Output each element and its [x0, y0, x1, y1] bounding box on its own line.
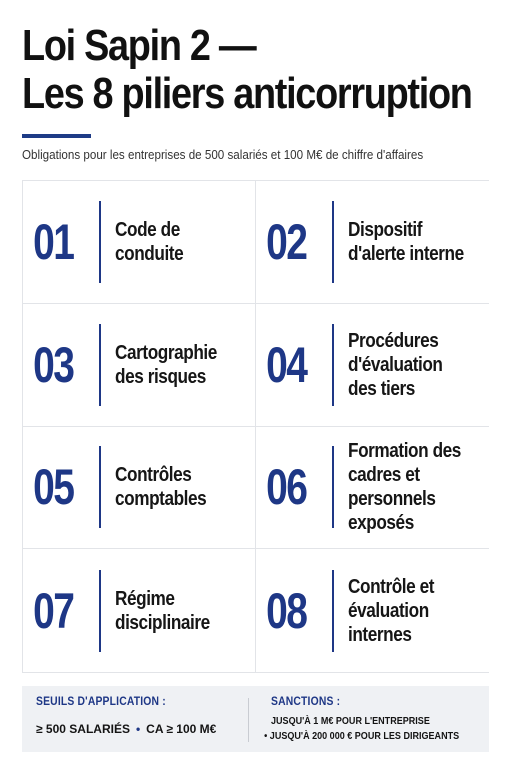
thresholds-values	[36, 722, 216, 736]
pillar-card-04	[256, 304, 489, 427]
pillar-card-06	[256, 427, 489, 550]
title-underline	[22, 134, 91, 138]
pillar-card-03	[23, 304, 256, 427]
pillar-label: Code de conduite	[115, 218, 184, 265]
sanctions-section	[264, 696, 490, 744]
pillar-number: 05	[33, 459, 74, 516]
pillar-number: 01	[33, 213, 74, 270]
pillar-label: Cartographie des risques	[115, 341, 217, 388]
page-title	[22, 22, 497, 118]
pillar-label: Contrôles comptables	[115, 464, 207, 511]
thresholds-section	[36, 696, 216, 736]
sanctions-heading: SANCTIONS :	[271, 696, 341, 708]
sanction-executives-line	[264, 729, 460, 744]
footer-divider	[248, 698, 249, 742]
pillar-card-08	[256, 549, 489, 672]
pillar-card-07	[23, 549, 256, 672]
pillar-divider	[332, 324, 334, 406]
pillar-divider	[99, 201, 101, 283]
sanction-company: JUSQU'À 1 M€ POUR L'ENTREPRISE	[271, 715, 430, 727]
pillar-label: Régime disciplinaire	[115, 587, 210, 634]
pillars-grid	[22, 180, 489, 673]
pillar-number: 08	[266, 582, 307, 639]
pillar-label: Dispositif d'alerte interne	[348, 218, 464, 265]
threshold-separator: •	[135, 722, 141, 736]
threshold-revenue: CA ≥ 100 M€	[146, 722, 217, 736]
footer-panel	[22, 686, 489, 752]
threshold-employees: ≥ 500 SALARIÉS	[36, 722, 130, 736]
pillar-label: Formation des cadres et personnels exposés	[348, 440, 461, 535]
pillar-divider	[332, 201, 334, 283]
pillar-label: Procédures d'évaluation des tiers	[348, 329, 443, 400]
pillar-label: Contrôle et évaluation internes	[348, 575, 435, 646]
pillar-card-05	[23, 427, 256, 550]
pillar-number: 06	[266, 459, 307, 516]
pillar-divider	[99, 446, 101, 528]
pillar-card-01	[23, 181, 256, 304]
pillar-number: 02	[266, 213, 307, 270]
pillar-card-02	[256, 181, 489, 304]
thresholds-heading: SEUILS D'APPLICATION :	[36, 696, 166, 708]
title-line-1: Loi Sapin 2 —	[22, 21, 256, 70]
pillar-divider	[99, 324, 101, 406]
pillar-divider	[332, 446, 334, 528]
sanction-executives: JUSQU'À 200 000 € POUR LES DIRIGEANTS	[269, 730, 460, 742]
pillar-number: 07	[33, 582, 74, 639]
pillar-number: 04	[266, 336, 307, 393]
subtitle: Obligations pour les entreprises de 500 salariés et 100 M€ de chiffre d'affaires	[22, 148, 424, 162]
pillar-number: 03	[33, 336, 74, 393]
sanction-bullet: •	[264, 730, 268, 742]
pillar-divider	[99, 570, 101, 652]
pillar-divider	[332, 570, 334, 652]
title-line-2: Les 8 piliers anticorruption	[22, 69, 472, 118]
